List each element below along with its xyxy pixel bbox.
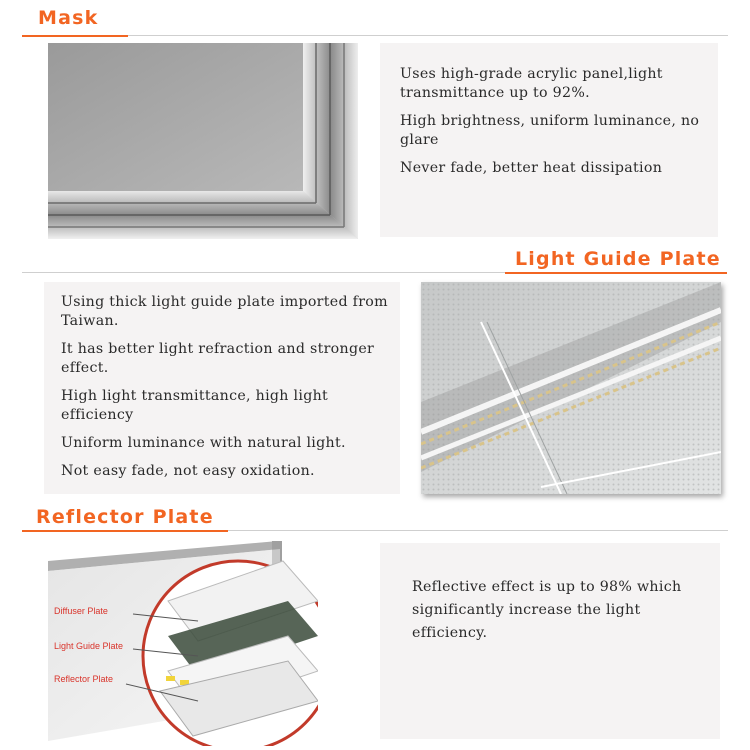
mask-feature-1: Uses high-grade acrylic panel,light transmittance up to 92%. [400,66,663,101]
reflector-feature-1: Reflective effect is up to 98% which significantly increase the light efficiency. [412,579,682,641]
mask-heading-underline [22,35,128,37]
light-guide-feature-panel [44,282,400,494]
mask-feature-panel [380,43,718,237]
panel-frame-icon [48,43,358,239]
led-strip-icon [421,282,721,494]
reflector-heading: Reflector Plate [36,506,214,528]
light-guide-feature-4: Uniform luminance with natural light. [61,435,346,451]
mask-feature-3: Never fade, better heat dissipation [400,160,663,176]
diagram-label-reflector: Reflector Plate [54,674,114,684]
light-guide-feature-3: High light transmittance, high light efficiency [61,388,329,423]
reflector-heading-underline [22,530,228,532]
light-guide-feature-2: It has better light refraction and stronger effect. [61,341,375,376]
diagram-label-diffuser: Diffuser Plate [54,606,108,616]
light-guide-feature-5: Not easy fade, not easy oxidation. [61,463,315,479]
mask-photo [48,43,358,239]
mask-heading-rule [128,35,728,36]
light-guide-heading-rule [22,272,505,273]
light-guide-photo [421,282,721,494]
reflector-feature-panel [380,543,720,739]
mask-heading: Mask [38,7,99,29]
reflector-diagram [48,541,318,746]
light-guide-heading-underline [505,272,727,274]
light-guide-heading: Light Guide Plate [515,248,721,270]
reflector-heading-rule [228,530,728,531]
mask-feature-2: High brightness, uniform luminance, no glare [400,113,700,148]
diagram-label-light-guide: Light Guide Plate [54,641,124,651]
light-guide-feature-1: Using thick light guide plate imported from Taiwan. [61,294,388,329]
